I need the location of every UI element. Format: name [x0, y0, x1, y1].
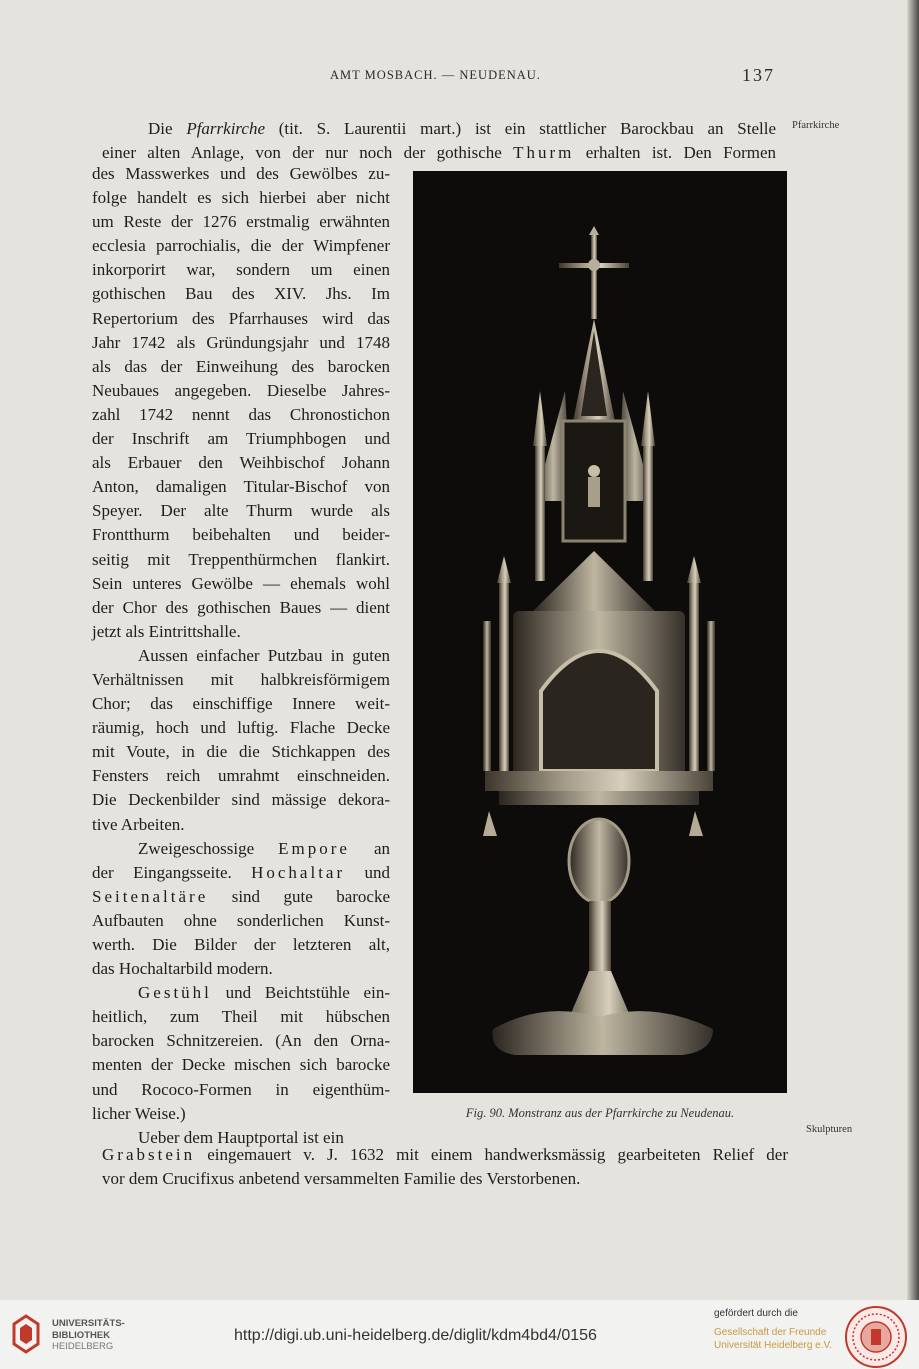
text-run: barocken Schnitzereien. (An den Orna- [92, 1031, 390, 1051]
margin-note-pfarrkirche: Pfarrkirche [792, 120, 840, 131]
text-line [92, 162, 390, 186]
text-run: räumig, hoch und luftig. Flache Decke [92, 718, 390, 738]
text-line [92, 355, 390, 379]
text-line [92, 475, 390, 499]
italic-term: Pfarrkirche [186, 119, 265, 138]
page-edge-shadow [907, 0, 919, 1300]
margin-note-skulpturen: Skulpturen [806, 1124, 853, 1135]
text-run: folge handelt es sich hierbei aber nicht [92, 188, 390, 208]
text-line [92, 740, 390, 764]
text-line [92, 379, 390, 403]
text-line [102, 117, 776, 141]
text-line [92, 499, 390, 523]
sponsor-organisation [714, 1326, 832, 1352]
text-run: Die [148, 119, 187, 138]
text-line [92, 957, 390, 981]
text-run: Sein unteres Gewölbe — ehemals wohl [92, 573, 390, 593]
spaced-term: Grabstein [102, 1145, 196, 1164]
text-line [92, 885, 390, 909]
spaced-term: Hochaltar [251, 862, 346, 882]
text-line [92, 1029, 390, 1053]
text-line [92, 981, 390, 1005]
text-run: licher Weise.) [92, 1103, 186, 1123]
text-line [92, 596, 390, 620]
text-line [92, 909, 390, 933]
footer-bar [0, 1300, 919, 1369]
spaced-term: Empore [278, 838, 350, 858]
sponsor-line-1: Gesellschaft der Freunde [714, 1327, 827, 1338]
text-run: das Hochaltarbild modern. [92, 959, 273, 979]
body-text-top [102, 117, 776, 165]
text-run: der Eingangsseite. [92, 862, 252, 882]
text-run: des Masswerkes und des Gewölbes zu- [92, 164, 390, 183]
text-line [92, 1053, 390, 1077]
text-run: Fensters reich umrahmt einschneiden. [92, 766, 390, 786]
text-run: Verhältnissen mit halbkreisförmigem [92, 669, 390, 689]
text-run: jetzt als Eintrittshalle. [92, 621, 241, 641]
page-number: 137 [742, 65, 775, 85]
university-library-logo-icon [10, 1314, 42, 1354]
text-run: seitig mit Treppenthürmchen flankirt. [92, 549, 390, 569]
text-run: vor dem Crucifixus anbetend versammelten Familie des Verstorbenen. [102, 1169, 581, 1188]
text-line [92, 548, 390, 572]
text-line [92, 1078, 390, 1102]
text-run: tive Arbeiten. [92, 814, 185, 834]
text-line [92, 837, 390, 861]
text-run: und [345, 862, 390, 882]
text-line [92, 427, 390, 451]
text-run: Speyer. Der alte Thurm wurde als [92, 501, 390, 521]
text-line [92, 451, 390, 475]
text-run: zahl 1742 nennt das Chronostichon [92, 404, 390, 424]
text-line [92, 210, 390, 234]
figure-caption: Fig. 90. Monstranz aus der Pfarrkirche zu Neudenau. [465, 1106, 735, 1120]
text-run: Anton, damaligen Titular-Bischof von [92, 477, 390, 497]
text-line [92, 716, 390, 740]
text-line [102, 1167, 788, 1191]
text-run: (tit. S. Laurentii mart.) ist ein stattlicher Barockbau an Stelle [265, 119, 776, 138]
text-run: eingemauert v. J. 1632 mit einem handwerksmässig gearbeiteten Relief der [195, 1145, 788, 1164]
body-text-bottom [102, 1143, 788, 1191]
text-line [92, 1005, 390, 1029]
text-run: um Reste der 1276 erstmalig erwähnten [92, 212, 390, 232]
text-line [92, 186, 390, 210]
text-run: Zweigeschossige [138, 838, 279, 858]
text-run: als Erbauer den Weihbischof Johann [92, 453, 390, 473]
text-line [92, 523, 390, 547]
running-title: AMT MOSBACH. — NEUDENAU. [330, 68, 541, 82]
library-name [52, 1318, 125, 1353]
text-line [92, 692, 390, 716]
text-line [92, 307, 390, 331]
cross [559, 226, 629, 319]
text-run: heitlich, zum Theil mit hübschen [92, 1007, 390, 1027]
text-run: Jahr 1742 als Gründungsjahr und 1748 [92, 332, 390, 352]
text-line [92, 668, 390, 692]
text-run: Chor; das einschiffige Innere weit- [92, 694, 390, 714]
text-run: Aussen einfacher Putzbau in guten [138, 645, 390, 665]
permalink-url[interactable]: http://digi.ub.uni-heidelberg.de/diglit/kdm4bd4/0156 [234, 1327, 597, 1344]
text-line [92, 933, 390, 957]
spaced-term: Thurm [513, 143, 575, 162]
library-name-line-2: BIBLIOTHEK [52, 1329, 111, 1341]
text-line [92, 764, 390, 788]
sponsor-line-2: Universität Heidelberg e.V. [714, 1340, 833, 1351]
monstrance-illustration [413, 171, 787, 1093]
text-run: Die Deckenbilder sind mässige dekora- [92, 790, 390, 810]
text-run: werth. Die Bilder der letzteren alt, [92, 935, 390, 954]
text-run: gothischen Bau des XIV. Jhs. Im [92, 284, 390, 304]
text-run: Repertorium des Pfarrhauses wird das [92, 308, 390, 328]
text-run: Ueber dem Hauptportal ist ein [138, 1127, 344, 1147]
text-line [92, 788, 390, 812]
text-run: ecclesia parrochialis, die der Wimpfener [92, 236, 390, 256]
text-run: menten der Decke mischen sich barocke [92, 1055, 390, 1075]
spaced-term: Seitenaltäre [92, 886, 209, 906]
text-run: der Chor des gothischen Baues — dient [92, 597, 390, 617]
text-line [92, 282, 390, 306]
text-line [92, 644, 390, 668]
sponsor-label: gefördert durch die [714, 1308, 798, 1319]
text-run: inkorporirt war, sondern um einen [92, 260, 390, 280]
library-name-line-1: UNIVERSITÄTS- [52, 1318, 125, 1329]
spaced-term: Gestühl [138, 983, 212, 1003]
text-line [92, 572, 390, 596]
monstrance-photograph [413, 171, 787, 1093]
text-line [92, 331, 390, 355]
text-line [92, 1102, 390, 1126]
body-text-left-column [92, 162, 390, 1150]
statuette [588, 465, 600, 507]
library-name-line-3: HEIDELBERG [52, 1341, 114, 1352]
university-seal-icon [844, 1305, 908, 1369]
text-line [92, 403, 390, 427]
text-line [102, 1143, 788, 1167]
text-run: einer alten Anlage, von der nur noch der gothische [102, 143, 514, 162]
text-line [92, 620, 390, 644]
text-line [92, 861, 390, 885]
text-run: und Rococo-Formen in eigenthüm- [92, 1079, 390, 1099]
text-line [92, 234, 390, 258]
text-run: Frontthurm beibehalten und beider- [92, 525, 390, 545]
text-run: der Inschrift am Triumphbogen und [92, 429, 390, 449]
text-line [92, 813, 390, 837]
text-run: und Beichtstühle ein- [211, 983, 390, 1003]
text-line [92, 258, 390, 282]
text-run: Neubaues angegeben. Dieselbe Jahres- [92, 380, 390, 400]
text-run: Aufbauten ohne sonderlichen Kunst- [92, 910, 390, 930]
text-run: an [349, 838, 391, 858]
text-run: sind gute barocke [208, 886, 390, 906]
text-run: mit Voute, in die die Stichkappen des [92, 742, 390, 762]
text-run: als das der Einweihung des barocken [92, 356, 390, 376]
text-run: erhalten ist. Den Formen [574, 143, 776, 162]
